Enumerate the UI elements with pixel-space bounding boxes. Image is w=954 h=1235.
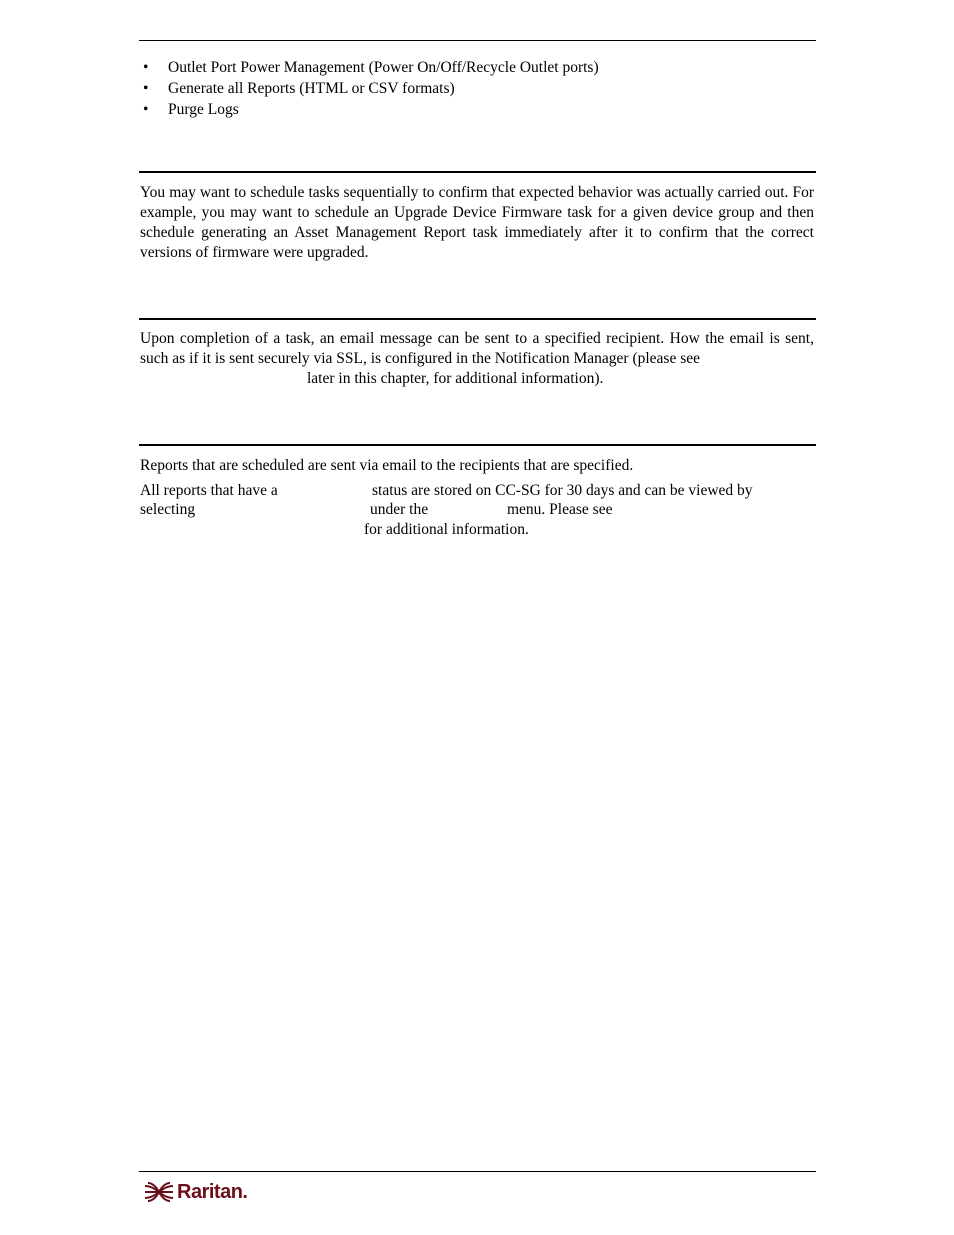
list-item: • Outlet Port Power Management (Power On/Off/Recycle Outlet ports) xyxy=(143,59,599,76)
bullet-icon: • xyxy=(143,59,149,76)
bullet-icon: • xyxy=(143,80,149,97)
raritan-emblem-icon xyxy=(143,1180,175,1204)
bullet-list xyxy=(139,57,599,120)
header-rule xyxy=(139,40,816,41)
bullet-icon: • xyxy=(143,101,149,118)
section-rule xyxy=(139,444,816,446)
section-paragraph: You may want to schedule tasks sequentially to confirm that expected behavior was actually carried out. For example, you may want to schedule an Upgrade Device Firmware task for a given device group and then schedule generating an Asset Management Report task immediately after it to confirm that the correct versions of firmware were upgraded. xyxy=(140,184,814,261)
section-paragraph: Reports that are scheduled are sent via email to the recipients that are specified. xyxy=(140,457,634,474)
section-rule xyxy=(139,171,816,173)
footer-rule xyxy=(139,1171,816,1172)
raritan-logo xyxy=(143,1180,253,1204)
section-rule xyxy=(139,318,816,320)
section-paragraph: Upon completion of a task, an email message can be sent to a specified recipient. How the email is sent, such as if it is sent securely via SSL, is configured in the Notification Manager (please see xyxy=(140,330,814,367)
logo-wordmark: Raritan. xyxy=(177,1181,248,1203)
list-item: • Generate all Reports (HTML or CSV formats) xyxy=(143,80,455,97)
list-item: • Purge Logs xyxy=(143,101,239,118)
